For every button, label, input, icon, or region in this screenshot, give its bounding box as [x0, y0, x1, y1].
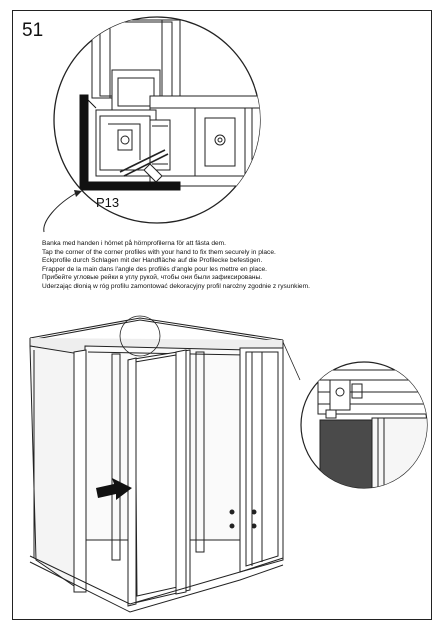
- instruction-line-pl: Uderzając dłonią w róg profilu zamontować dekoracyjny profil narożny zgodnie z rysunkiem.: [42, 282, 310, 290]
- instruction-text: [42, 240, 432, 292]
- part-label-p13: P13: [96, 195, 120, 210]
- instruction-line-de: Eckprofile durch Schlagen mit der Handfläche auf die Profilecke befestigen.: [42, 257, 263, 265]
- instruction-line-fr: Frapper de la main dans l'angle des profilés d'angle pour les mettre en place.: [42, 265, 268, 273]
- instruction-line-en: Tap the corner of the corner profiles with your hand to fix them securely in place.: [42, 248, 276, 256]
- corner-detail-magnifier: [54, 17, 270, 223]
- instruction-line-sv: Banka med handen i hörnet på hörnprofilerna för att fästa dem.: [42, 240, 227, 247]
- shower-enclosure: [30, 316, 300, 612]
- instruction-line-ru: Прибейте угловые рейки в углу рукой, чтобы они были зафиксированы.: [42, 274, 263, 282]
- side-detail-magnifier: [301, 362, 430, 492]
- step-number: 51: [22, 20, 44, 41]
- leader-line: [44, 192, 78, 232]
